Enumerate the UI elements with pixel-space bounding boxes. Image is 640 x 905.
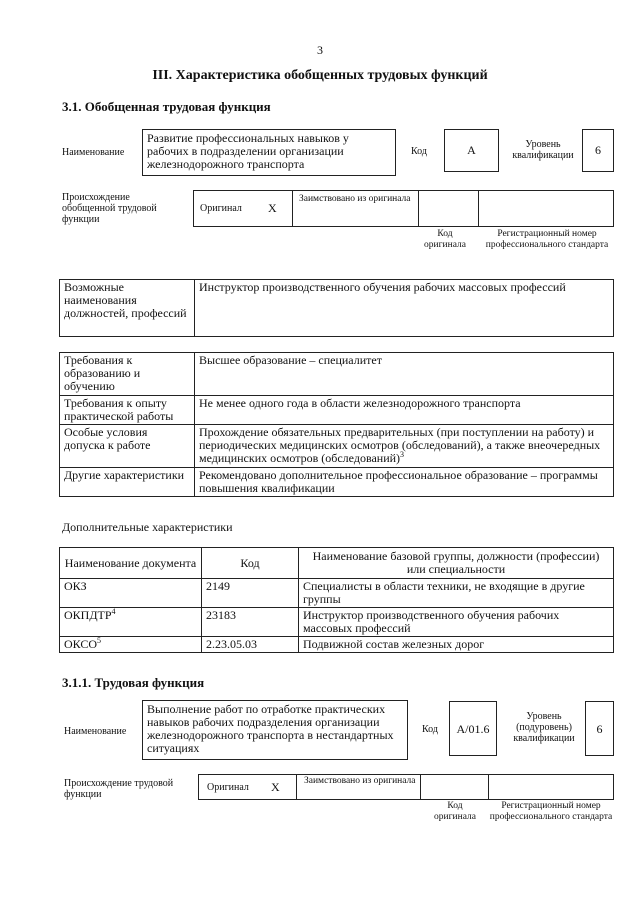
positions-value: Инструктор производственного обучения рабочих массовых профессий: [195, 280, 614, 337]
gtf-level-label: Уровень квалификации: [512, 139, 574, 161]
gtf-name-value: Развитие профессиональных навыков у рабочих в подразделении организации железнодорожного транспорта: [147, 131, 349, 171]
req-label: Требования к образованию и обучению: [60, 353, 195, 396]
gtf-orig-code-label: Код оригинала: [424, 229, 466, 250]
footnote-mark: 4: [111, 607, 116, 616]
gtf-name-box: [142, 129, 396, 176]
section-title: III. Характеристика обобщенных трудовых функций: [152, 68, 488, 83]
table-row: [60, 608, 614, 637]
gtf-title: 3.1. Обобщенная трудовая функция: [62, 99, 271, 114]
divider: [478, 191, 479, 226]
col-header: Наименование базовой группы, должности (профессии) или специальности: [299, 548, 614, 579]
requirements-table: [59, 352, 614, 497]
req-value: Не менее одного года в области железнодорожного транспорта: [195, 396, 614, 425]
footnote-mark: 5: [97, 636, 102, 645]
tf-origin-table: [198, 774, 614, 800]
gtf-reg-num-label: Регистрационный номер профессионального стандарта: [485, 229, 609, 250]
divider: [488, 775, 489, 799]
tf-original-mark: Х: [271, 780, 280, 794]
tf-orig-code-label: Код оригинала: [434, 801, 476, 822]
gtf-name-label: Наименование: [62, 147, 125, 158]
tf-original-label: Оригинал: [207, 782, 249, 793]
tf-code-box: [449, 701, 497, 756]
positions-table: [59, 279, 614, 337]
table-row: [60, 468, 614, 497]
gtf-original-mark: Х: [268, 201, 277, 215]
extra-title: Дополнительные характеристики: [62, 520, 233, 534]
name-cell: Подвижной состав железных дорог: [299, 637, 614, 653]
col-header: Наименование документа: [60, 548, 202, 579]
doc-name: ОКПДТР: [64, 608, 112, 622]
gtf-code-label: Код: [411, 146, 427, 157]
positions-label: Возможные наименования должностей, профессий: [60, 280, 195, 337]
tf-title: 3.1.1. Трудовая функция: [62, 675, 205, 690]
table-row: [60, 637, 614, 653]
table-row: [60, 425, 614, 468]
req-value: Прохождение обязательных предварительных (при поступлении на работу) и периодических медицинских осмотров (обследований), а также внеочередных медицинских осмотров (обследований): [199, 425, 601, 465]
tf-code-value: А/01.6: [456, 722, 490, 736]
divider: [418, 191, 419, 226]
tf-code-label: Код: [422, 724, 438, 735]
tf-borrowed-label: Заимствовано из оригинала: [304, 776, 416, 786]
gtf-origin-table: [193, 190, 614, 227]
req-value-cell: [195, 425, 614, 468]
name-cell: Инструктор производственного обучения рабочих массовых профессий: [299, 608, 614, 637]
table-row: [60, 353, 614, 396]
table-header-row: [60, 548, 614, 579]
req-value: Рекомендовано дополнительное профессиональное образование – программы повышения квалификации: [195, 468, 614, 497]
footnote-mark: 3: [400, 450, 405, 459]
tf-origin-label: Происхождение трудовой функции: [64, 778, 174, 800]
divider: [296, 775, 297, 799]
divider: [292, 191, 293, 226]
req-label: Требования к опыту практической работы: [60, 396, 195, 425]
gtf-level-box: [582, 129, 614, 172]
code-cell: 2.23.05.03: [202, 637, 299, 653]
req-label: Особые условия допуска к работе: [60, 425, 195, 468]
doc-cell: [60, 608, 202, 637]
gtf-code-value: А: [467, 143, 476, 157]
doc-name: ОКЗ: [64, 579, 87, 593]
name-cell: Специалисты в области техники, не входящие в другие группы: [299, 579, 614, 608]
gtf-original-label: Оригинал: [200, 203, 242, 214]
doc-cell: [60, 637, 202, 653]
code-cell: 23183: [202, 608, 299, 637]
table-row: [60, 579, 614, 608]
gtf-level-value: 6: [595, 143, 601, 157]
tf-name-value: Выполнение работ по отработке практических навыков рабочих подразделения организации железнодорожного транспорта в нестандартных ситуациях: [147, 702, 394, 755]
extra-table: [59, 547, 614, 653]
gtf-borrowed-label: Заимствовано из оригинала: [299, 194, 411, 204]
req-label: Другие характеристики: [60, 468, 195, 497]
tf-name-label: Наименование: [64, 726, 127, 737]
tf-level-label: Уровень (подуровень) квалификации: [513, 711, 575, 744]
gtf-origin-label: Происхождение обобщенной трудовой функции: [62, 192, 157, 225]
page-number: 3: [317, 43, 323, 57]
tf-level-value: 6: [596, 722, 603, 736]
table-row: [60, 280, 614, 337]
tf-name-box: [142, 700, 408, 760]
code-cell: 2149: [202, 579, 299, 608]
doc-cell: [60, 579, 202, 608]
tf-level-box: [585, 701, 614, 756]
table-row: [60, 396, 614, 425]
req-value: Высшее образование – специалитет: [195, 353, 614, 396]
tf-reg-num-label: Регистрационный номер профессионального стандарта: [489, 801, 613, 822]
gtf-code-box: [444, 129, 499, 172]
divider: [420, 775, 421, 799]
doc-name: ОКСО: [64, 637, 98, 651]
col-header: Код: [202, 548, 299, 579]
